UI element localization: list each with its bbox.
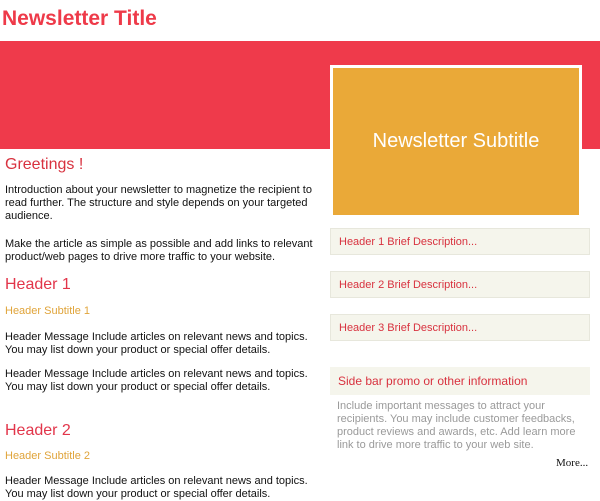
sidebar-promo-text: Include important messages to attract your recipients. You may include customer feedbacks, product reviews and awards, etc. Add learn more link to drive more traffic to your web site.	[337, 400, 576, 451]
intro-paragraph: Make the article as simple as possible and add links to relevant product/web pages to drive more traffic to your website.	[5, 238, 313, 263]
section-subtitle: Header Subtitle 2	[5, 450, 90, 462]
sidebar-item-header-3[interactable]: Header 3 Brief Description...	[330, 314, 590, 341]
sidebar-item-header-1[interactable]: Header 1 Brief Description...	[330, 228, 590, 255]
section-subtitle: Header Subtitle 1	[5, 305, 90, 317]
sidebar-promo-title: Side bar promo or other information	[330, 367, 590, 395]
newsletter-title: Newsletter Title	[2, 7, 157, 30]
more-link[interactable]: More...	[556, 457, 589, 469]
section-message: Header Message Include articles on relevant news and topics. You may list down your product or special offer details.	[5, 331, 308, 356]
section-message: Header Message Include articles on relevant news and topics. You may list down your product or special offer details.	[5, 368, 308, 393]
newsletter-subtitle: Newsletter Subtitle	[372, 130, 540, 152]
section-message: Header Message Include articles on relevant news and topics. You may list down your product or special offer details.	[5, 475, 308, 500]
intro-paragraph: Introduction about your newsletter to magnetize the recipient to read further. The structure and style depends on your targeted audience.	[5, 184, 312, 222]
greeting: Greetings !	[5, 156, 84, 173]
sidebar-item-header-2[interactable]: Header 2 Brief Description...	[330, 271, 590, 298]
newsletter-subtitle-box	[330, 65, 582, 218]
section-header: Header 1	[5, 276, 71, 293]
section-header: Header 2	[5, 422, 71, 439]
